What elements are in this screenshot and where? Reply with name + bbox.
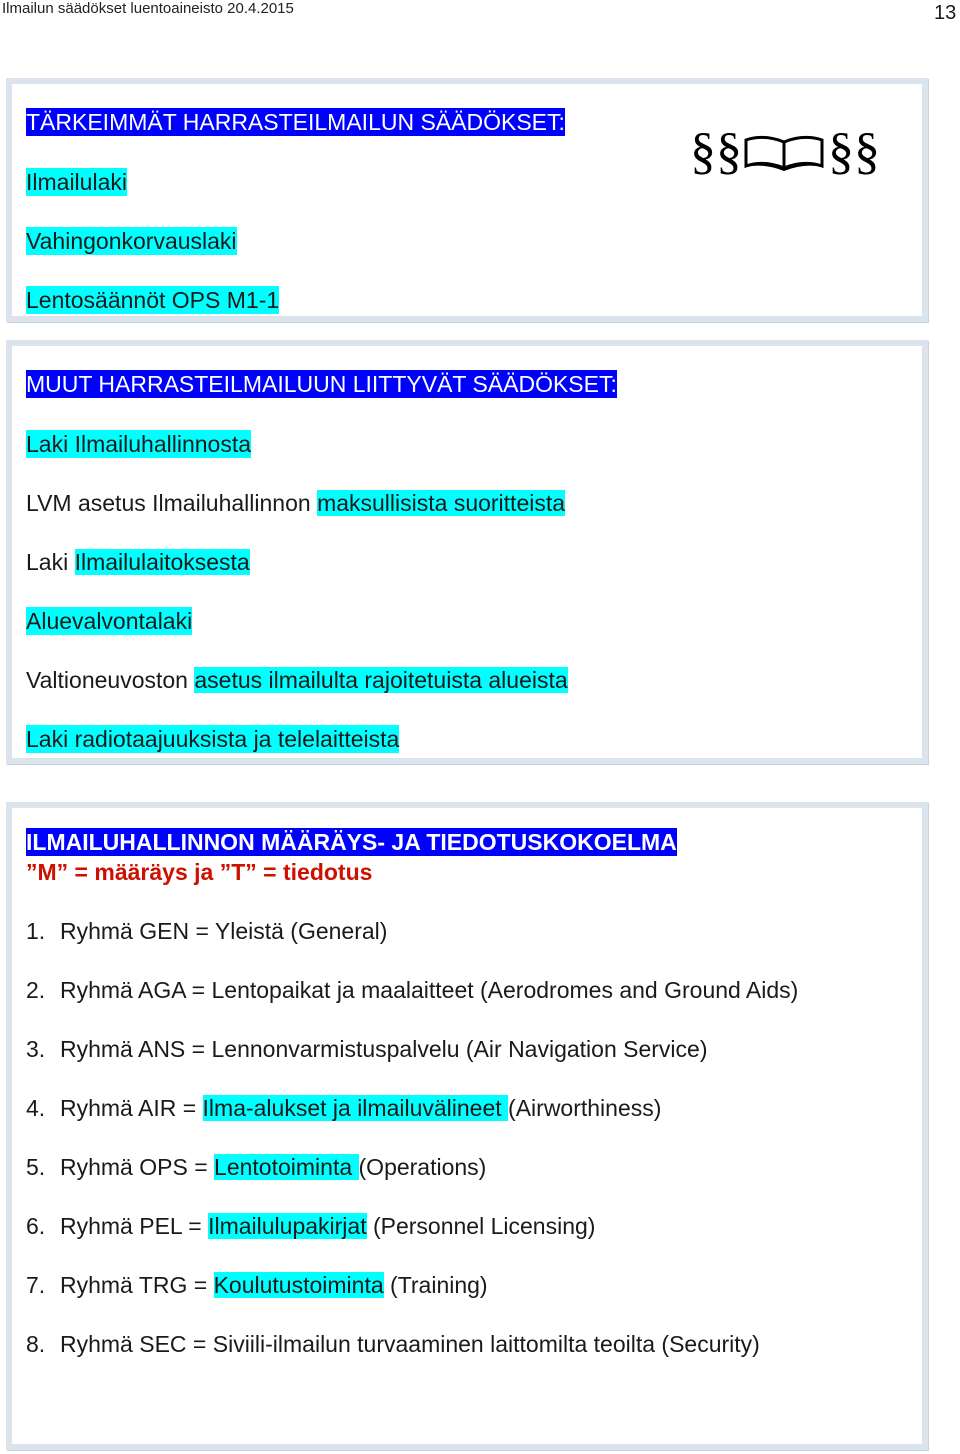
group-number: 4. [26,1095,46,1121]
group-text: Ryhmä AIR = [60,1095,203,1121]
group-item [26,917,387,945]
group-number: 3. [26,1036,46,1062]
group-highlight: Ilma-alukset ja ilmailuvälineet [202,1095,509,1121]
list-item: Vahingonkorvauslaki [26,228,237,254]
main-regulations-heading: TÄRKEIMMÄT HARRASTEILMAILUN SÄÄDÖKSET: [26,109,565,135]
group-text: Ryhmä SEC = Siviili-ilmailun turvaaminen laittomilta teoilta (Security) [60,1331,760,1357]
group-highlight: Koulutustoiminta [213,1272,384,1298]
list-item-highlight: asetus ilmailulta rajoitetuista alueista [194,667,568,693]
list-item-text: LVM asetus Ilmailuhallinnon [26,490,318,516]
legend [26,858,372,886]
list-item: Laki Ilmailuhallinnosta [26,431,252,457]
list-item [26,489,565,517]
group-description: Lennonvarmistuspalvelu (Air Navigation Service) [211,1036,708,1062]
list-item: Lentosäännöt OPS M1-1 [26,287,280,313]
list-item-text: Valtioneuvoston [26,667,195,693]
list-item-text: Laki [26,549,75,575]
group-item [26,976,798,1004]
group-item [26,1330,760,1358]
group-number: 7. [26,1272,46,1298]
group-text: Ryhmä PEL = [60,1213,209,1239]
regulation-collection-box [6,802,928,1450]
group-number: 6. [26,1213,46,1239]
group-item [26,1271,488,1299]
legend-t: ”T” [219,859,257,885]
list-item: Aluevalvontalaki [26,608,193,634]
list-item: Laki radiotaajuuksista ja telelaitteista [26,726,400,752]
legend-m: ”M” [26,859,69,885]
list-item: Ilmailulaki [26,169,127,195]
group-description: (Operations) [358,1154,487,1180]
group-text: Ryhmä AGA = [60,977,212,1003]
collection-heading: ILMAILUHALLINNON MÄÄRÄYS- JA TIEDOTUSKOKOELMA [26,829,677,855]
group-item [26,1153,486,1181]
group-item [26,1094,661,1122]
page-number: 13 [934,2,957,24]
paragraph-symbol-icon: §§ [828,123,880,180]
paragraph-symbol-icon: §§ [690,123,742,180]
list-item [26,666,568,694]
group-description: (Training) [383,1272,488,1298]
open-book-icon [742,132,826,172]
group-item [26,1212,595,1240]
group-description: (Airworthiness) [508,1095,662,1121]
group-number: 5. [26,1154,46,1180]
other-regulations-box [6,340,928,764]
group-text: Ryhmä OPS = [60,1154,215,1180]
document-title: Ilmailun säädökset luentoaineisto 20.4.2015 [2,0,294,17]
main-regulations-box [6,78,928,322]
group-text: Ryhmä GEN = Yleistä (General) [60,918,388,944]
group-highlight: Ilmailulupakirjat [208,1213,367,1239]
group-description: Lentopaikat ja maalaitteet (Aerodromes and Ground Aids) [211,977,799,1003]
list-item-highlight: maksullisista suoritteista [317,490,566,516]
group-number: 8. [26,1331,46,1357]
group-number: 2. [26,977,46,1003]
list-item-highlight: Ilmailulaitoksesta [74,549,250,575]
group-text: Ryhmä ANS = [60,1036,212,1062]
group-number: 1. [26,918,46,944]
other-regulations-heading: MUUT HARRASTEILMAILUUN LIITTYVÄT SÄÄDÖKSET: [26,371,617,397]
group-highlight: Lentotoiminta [214,1154,359,1180]
group-item [26,1035,708,1063]
list-item [26,548,250,576]
group-text: Ryhmä TRG = [60,1272,214,1298]
legend-t-text: = tiedotus [256,859,373,885]
group-description: (Personnel Licensing) [366,1213,596,1239]
legend-m-text: = määräys ja [68,859,220,885]
